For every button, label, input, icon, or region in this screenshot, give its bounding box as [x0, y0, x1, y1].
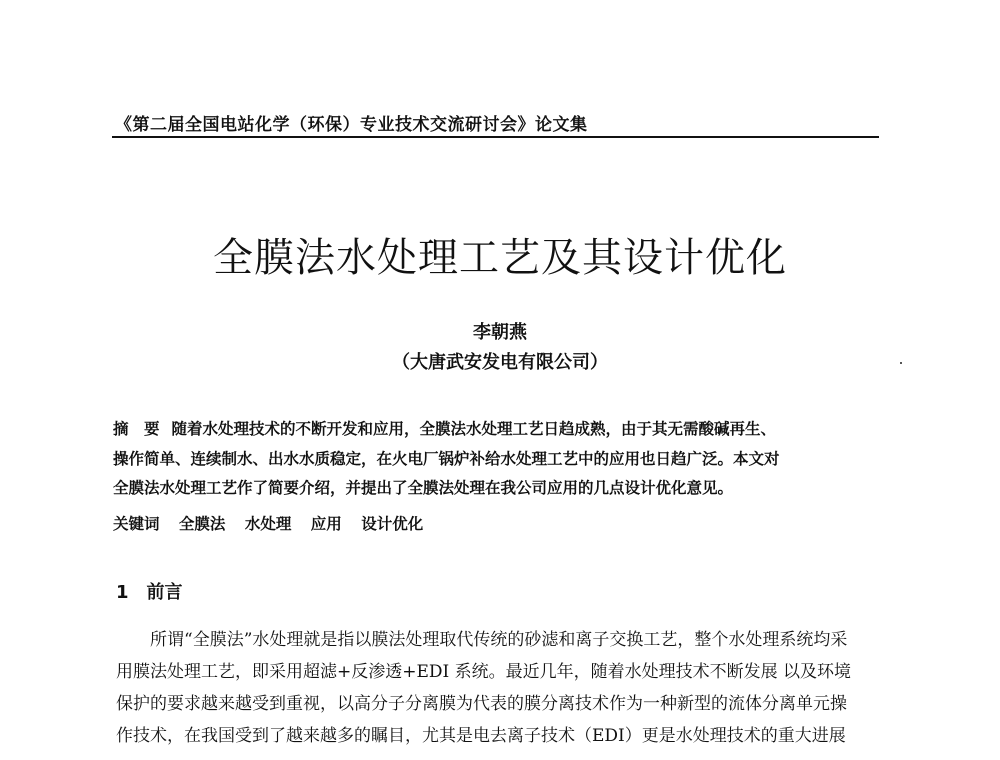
- section-title: 前言: [146, 582, 183, 603]
- abstract-text-1: 随着水处理技术的不断开发和应用，全膜法水处理工艺日趋成熟，由于其无需酸碱再生、: [171, 419, 777, 438]
- body-line-4: 作技术，在我国受到了越来越多的瞩目，尤其是电去离子技术（EDI）更是水处理技术的重大进展: [116, 726, 846, 746]
- abstract-line-2: 操作简单、连续制水、出水水质稳定，在火电厂锅炉补给水处理工艺中的应用也日趋广泛。本文对: [113, 449, 780, 468]
- section-number: 1: [116, 582, 129, 603]
- section-heading: [116, 578, 183, 604]
- keyword-item: 水处理: [244, 514, 292, 533]
- paper-title: 全膜法水处理工艺及其设计优化: [213, 235, 787, 281]
- abstract-line-3: 全膜法水处理工艺作了简要介绍，并提出了全膜法处理在我公司应用的几点设计优化意见。: [113, 478, 734, 497]
- body-line-2: 用膜法处理工艺，即采用超滤+反渗透+EDI 系统。最近几年，随着水处理技术不断发展 以及环境: [116, 662, 852, 682]
- keywords: [113, 512, 437, 534]
- abstract-label: 摘 要: [113, 420, 160, 438]
- body-line-1: 所谓“全膜法”水处理就是指以膜法处理取代传统的砂滤和离子交换工艺，整个水处理系统均采: [150, 630, 848, 650]
- abstract-line-1: [113, 414, 883, 444]
- section-body: [116, 624, 886, 752]
- author-name: 李朝燕: [473, 322, 527, 343]
- header-rule: [112, 136, 879, 138]
- keywords-label: 关键词: [113, 515, 160, 533]
- keyword-item: 设计优化: [361, 514, 424, 533]
- running-header: 《第二届全国电站化学（环保）专业技术交流研讨会》论文集: [115, 115, 588, 135]
- body-line-3: 保护的要求越来越受到重视，以高分子分离膜为代表的膜分离技术作为一种新型的流体分离单元操: [116, 694, 847, 714]
- scan-speck: [900, 362, 902, 364]
- abstract: [113, 414, 883, 502]
- keyword-item: 全膜法: [178, 514, 226, 533]
- keyword-item: 应用: [310, 514, 342, 533]
- author-affiliation: （大唐武安发电有限公司）: [392, 352, 608, 373]
